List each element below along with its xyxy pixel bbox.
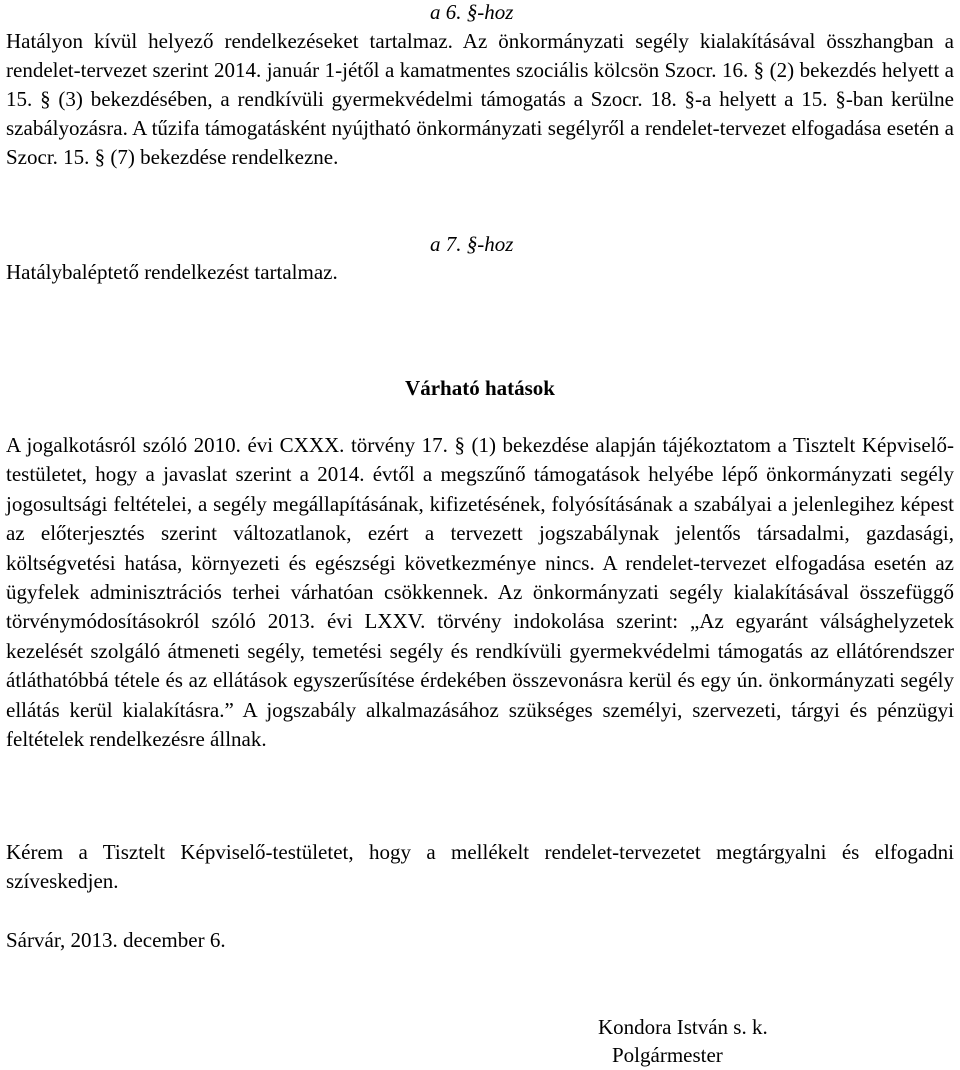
- request-paragraph: Kérem a Tisztelt Képviselő-testületet, hogy a mellékelt rendelet-tervezetet megtárgyalni és elfogadni szíveskedjen.: [6, 840, 954, 893]
- section-text-7: Hatálybaléptető rendelkezést tartalmaz.: [6, 260, 338, 284]
- section-text-6: Hatályon kívül helyező rendelkezéseket tartalmaz. Az önkormányzati segély kialakításával összhangban a rendelet-tervezet szerint 2014. január 1-jétől a kamatmentes szociális kölcsön Szocr. 16. § (2) bekezdés helyett a 15. § (3) bekezdésében, a rendkívüli gyermekvédelmi támogatás a Szocr. 18. §-a helyett a 15. §-ban kerülne szabályozásra. A tűzifa támogatásként nyújtható önkormányzati segélyről a rendelet-tervezet elfogadása esetén a Szocr. 15. § (7) bekezdése rendelkezne.: [6, 29, 954, 169]
- section-heading-7: a 7. §-hoz: [430, 232, 514, 256]
- signatory-title: Polgármester: [612, 1043, 723, 1067]
- section-heading-6: a 6. §-hoz: [430, 0, 514, 24]
- signatory-name: Kondora István s. k.: [598, 1015, 768, 1039]
- place-and-date: Sárvár, 2013. december 6.: [6, 928, 226, 952]
- expected-effects-text: A jogalkotásról szóló 2010. évi CXXX. törvény 17. § (1) bekezdése alapján tájékoztatom a Tisztelt Képviselő-testületet, hogy a javaslat szerint a 2014. évtől a megszűnő támogatások helyébe lépő önkormányzati segély jogosultsági feltételei, a segély megállapításának, kifizetésének, folyósításának a szabályai a jelenlegihez képest az előterjesztés szerint változatlanok, ezért a tervezett jogszabálynak jelentős társadalmi, gazdasági, költségvetési hatása, környezeti és egészségi következménye nincs. A rendelet-tervezet elfogadása esetén az ügyfelek adminisztrációs terhei várhatóan csökkennek. Az önkormányzati segély kialakításával összefüggő törvénymódosításokról szóló 2013. évi LXXV. törvény indokolása szerint: „Az egyaránt válsághelyzetek kezelését szolgáló átmeneti segély, temetési segély és rendkívüli gyermekvédelmi támogatás az ellátórendszer átláthatóbbá tétele és az ellátások egyszerűsítése érdekében összevonásra kerül és egy ún. önkormányzati segély ellátás kerül kialakításra.” A jogszabály alkalmazásához szükséges személyi, szervezeti, tárgyi és pénzügyi feltételek rendelkezésre állnak.: [6, 433, 954, 752]
- expected-effects-title: Várható hatások: [405, 376, 555, 400]
